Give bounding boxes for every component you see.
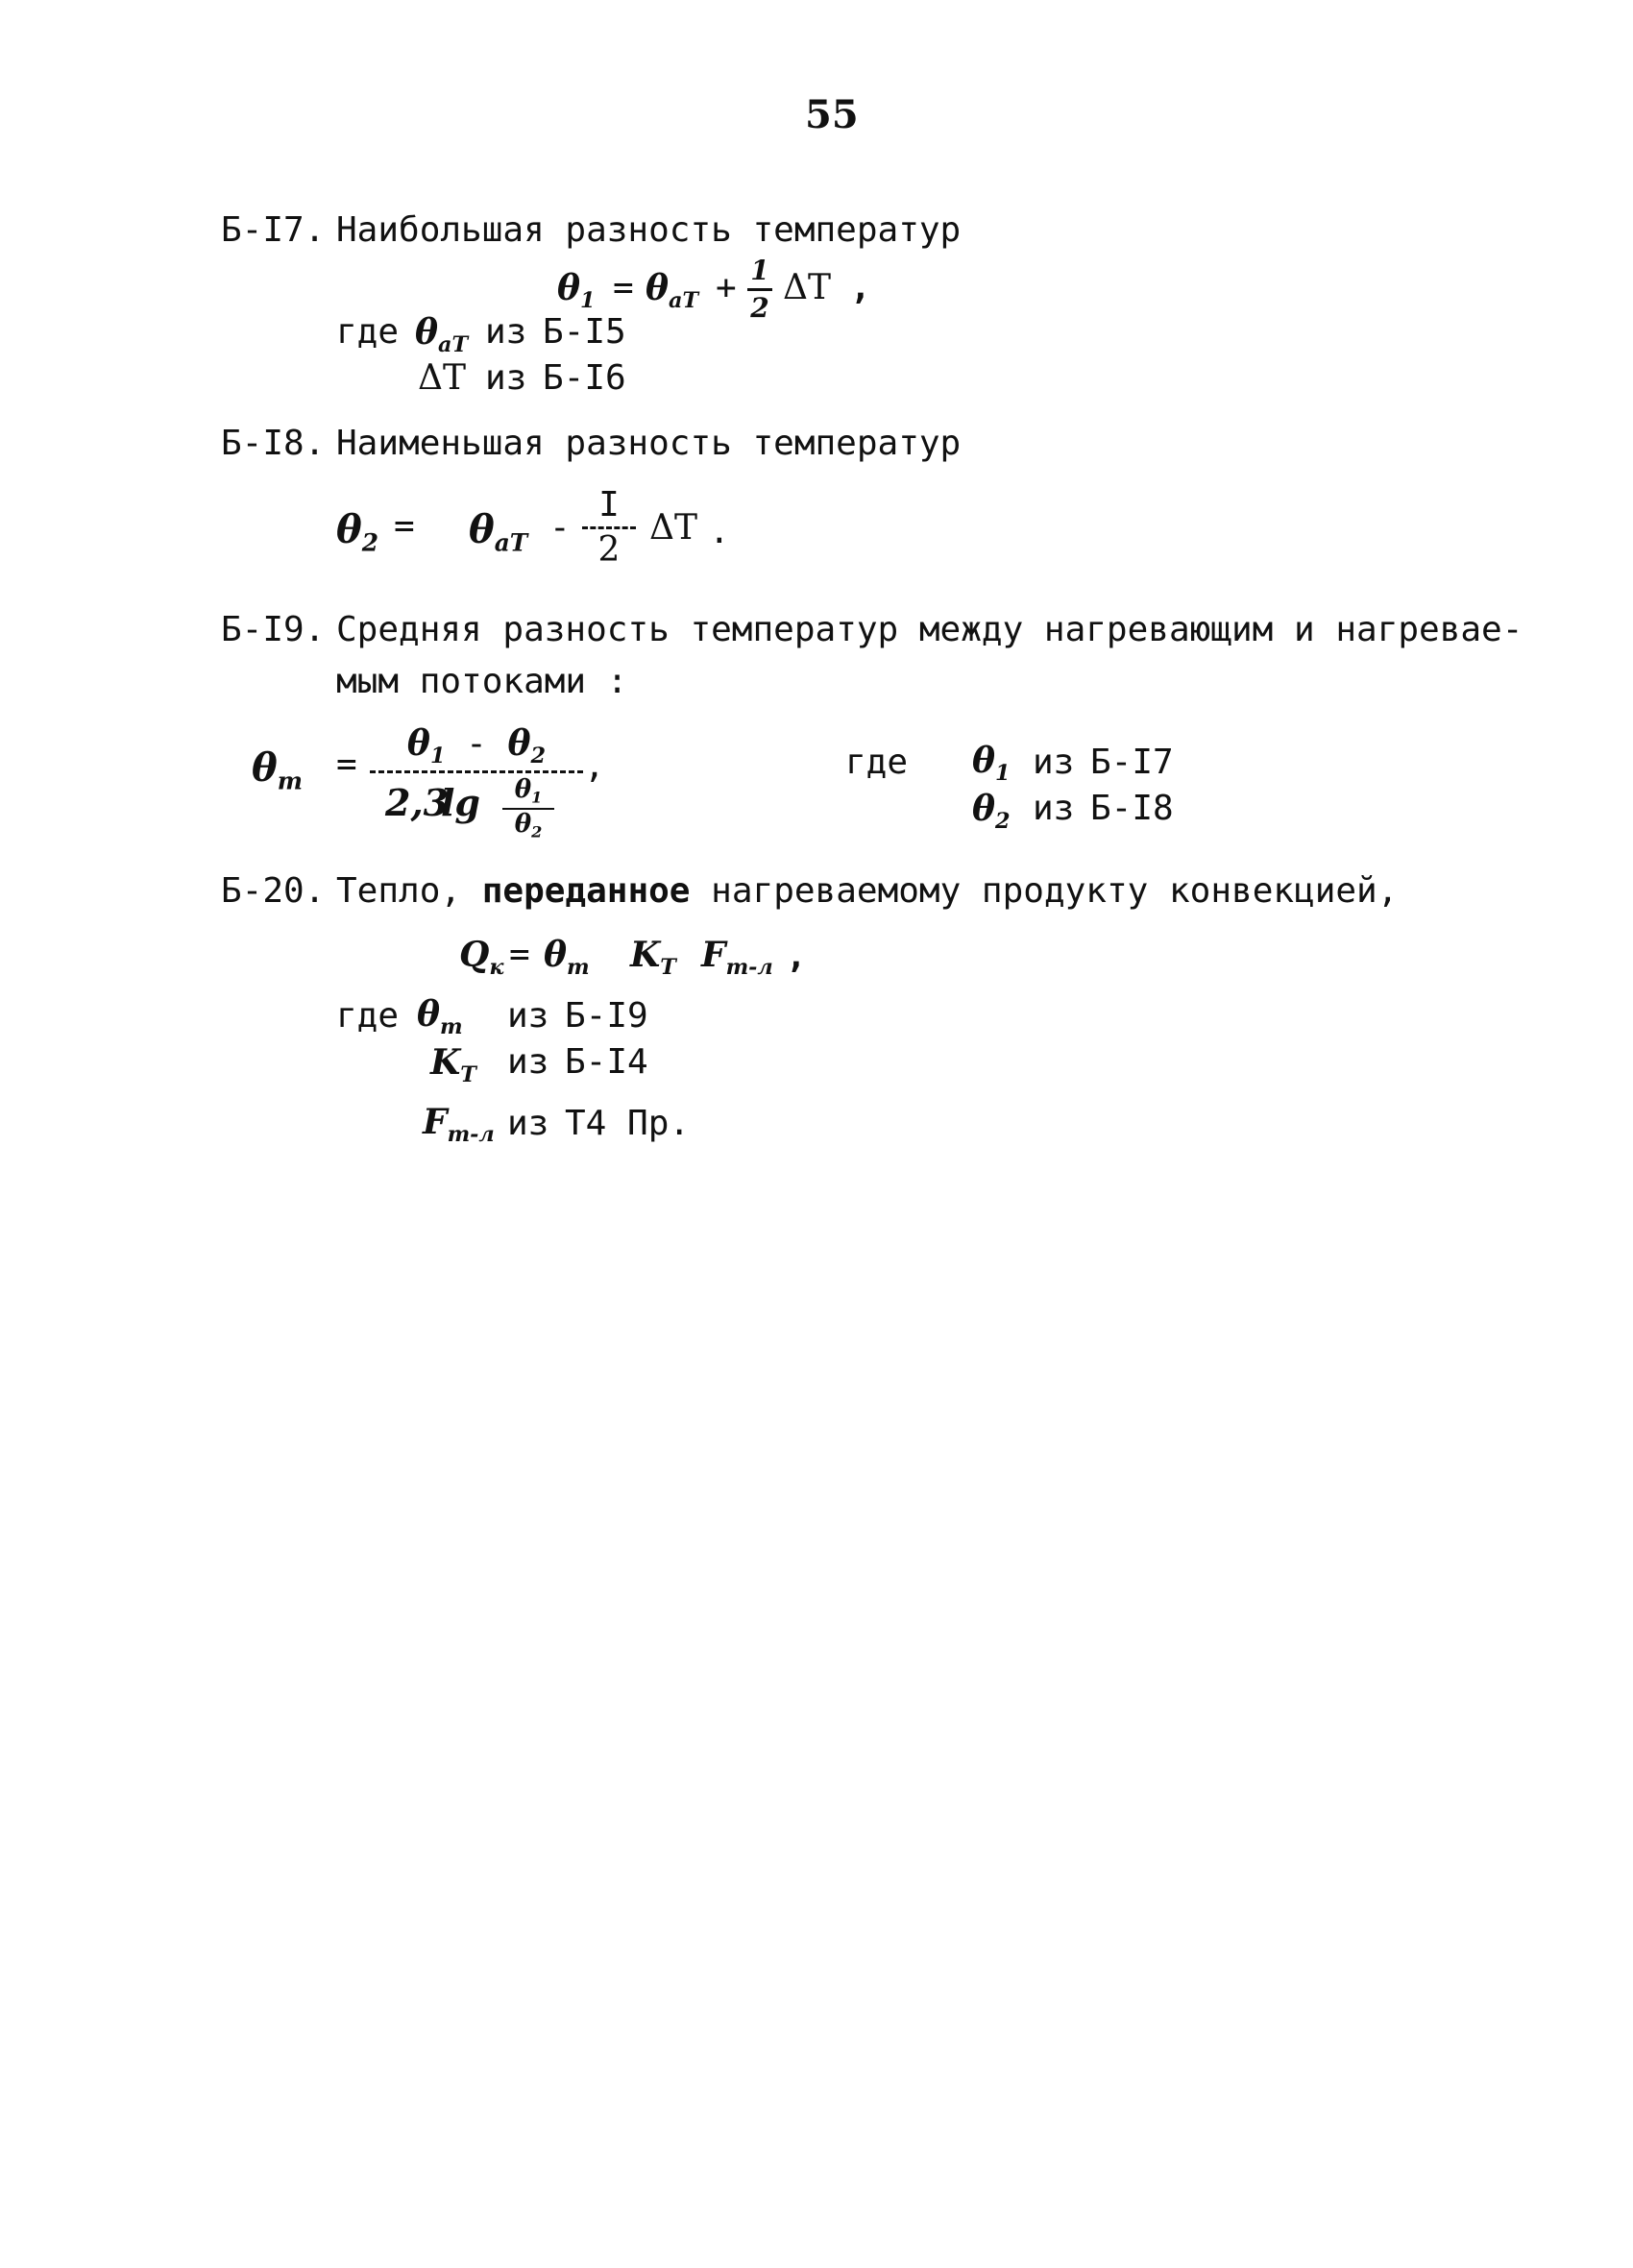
section-b17-formula-tail: ΔT (783, 268, 832, 307)
section-b20-title-a: Тепло, (336, 871, 462, 911)
section-b18-formula-lhs: $\theta_2$ (336, 507, 378, 557)
section-b19-denominator-fraction: $\theta_1$ $\theta_2$ (502, 777, 554, 841)
section-b17-formula-end: , (850, 268, 871, 307)
section-b18-fraction-den: 2 (597, 530, 621, 570)
section-b19-formula-lhs: $\theta_m$ (252, 745, 303, 795)
section-b19-ref1-symbol: $\theta_1$ (972, 741, 1011, 786)
section-b20-id: Б-20. (221, 871, 326, 911)
section-b17-formula-eq: = (613, 268, 634, 307)
section-b18-formula-fraction (582, 485, 636, 570)
section-b17-fraction-den: 2 (750, 292, 769, 324)
section-b20-formula-end: , (786, 937, 807, 976)
section-b20-title-b: переданное (481, 871, 691, 911)
section-b19-id: Б-I9. (221, 610, 326, 649)
section-b19-formula-eq: = (336, 744, 357, 784)
section-b20-formula-t1: $\theta_m$ (544, 935, 590, 980)
section-b17-ref2-symbol: ΔT (418, 358, 467, 398)
section-b18-fraction-num: I (598, 485, 620, 524)
section-b20-formula-t2: $K_T$ (630, 935, 676, 980)
section-b20-formula-lhs: $Q_к$ (459, 935, 504, 980)
section-b20-ref3-source: T4 Пр. (565, 1104, 691, 1143)
section-b17-ref1-source: Б-I5 (543, 312, 626, 352)
section-b17-formula-fraction (747, 257, 772, 322)
section-b19-ref1-from: из (1033, 743, 1075, 782)
section-b19-fraction-denominator: 2,3 lg $\theta_1$ $\theta_2$ (370, 777, 583, 844)
section-b20-title (336, 871, 1399, 911)
section-b19-ref2-source: Б-I8 (1090, 789, 1174, 828)
section-b20-ref2-from: из (507, 1042, 549, 1082)
section-b17-formula-term1: $\theta_{aT}$ (646, 268, 699, 313)
section-b20-ref2-symbol: $K_T$ (430, 1042, 476, 1087)
section-b19-title-line2: мым потоками : (336, 662, 628, 701)
section-b20-ref1-symbol: $\theta_m$ (417, 994, 463, 1039)
section-b18-id: Б-I8. (221, 424, 326, 463)
section-b19-title-line1: Средняя разность температур между нагревающим и нагревае- (336, 610, 1523, 649)
section-b20-title-c: нагреваемому продукту конвекцией, (711, 871, 1399, 911)
section-b20-formula-eq: = (509, 935, 530, 974)
section-b20-ref1-source: Б-I9 (565, 996, 648, 1036)
section-b17-where: где (336, 312, 400, 352)
section-b19-formula-end: , (584, 746, 605, 786)
section-b17-formula-op: + (716, 268, 737, 307)
section-b18-title: Наименьшая разность температур (336, 424, 962, 463)
section-b17-fraction-num: 1 (750, 255, 769, 286)
section-b18-formula-end: . (709, 512, 730, 551)
section-b17-ref2-from: из (485, 358, 527, 398)
section-b20-formula-t3: $F_{т-л}$ (701, 935, 773, 980)
section-b20-ref3-symbol: $F_{т-л}$ (423, 1102, 495, 1147)
section-b17-id: Б-I7. (221, 210, 326, 250)
section-b17-title: Наибольшая разность температур (336, 210, 962, 250)
section-b18-formula-term1: $\theta_{aT}$ (469, 507, 528, 557)
section-b17-ref1-from: из (485, 312, 527, 352)
section-b17-ref1-symbol: $\theta_{aT}$ (415, 312, 469, 357)
section-b19-where: где (845, 743, 909, 782)
section-b17-ref2-source: Б-I6 (543, 358, 626, 398)
section-b20-ref3-from: из (507, 1104, 549, 1143)
section-b19-formula-fraction (370, 723, 583, 844)
section-b18-formula-tail: ΔT (649, 508, 698, 548)
section-b19-ref2-symbol: $\theta_2$ (972, 789, 1011, 834)
section-b20-ref1-from: из (507, 996, 549, 1036)
section-b19-fraction-numerator: $\theta_1 - \theta_2$ (406, 723, 547, 768)
page-number: 55 (805, 92, 859, 137)
section-b18-formula-eq: = (394, 506, 415, 546)
section-b19-ref2-from: из (1033, 789, 1075, 828)
section-b18-formula-op: - (549, 508, 571, 548)
section-b19-ref1-source: Б-I7 (1090, 743, 1174, 782)
section-b20-where: где (336, 996, 400, 1036)
section-b20-ref2-source: Б-I4 (565, 1042, 648, 1082)
section-b17-formula-lhs: $\theta_1$ (557, 268, 596, 313)
